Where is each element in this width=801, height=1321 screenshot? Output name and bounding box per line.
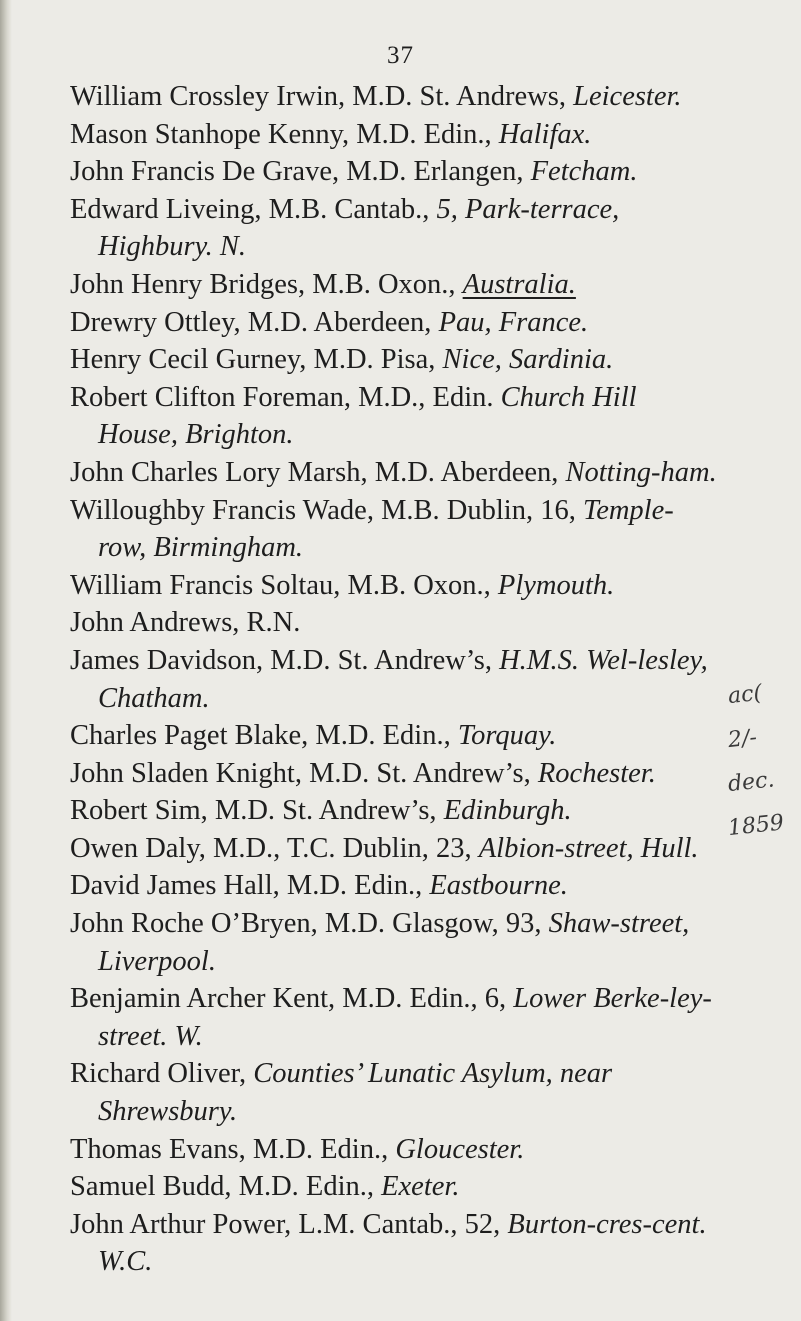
entry-address: Eastbourne.: [429, 870, 568, 902]
margin-note: ac(: [726, 680, 764, 710]
list-item: Robert Clifton Foreman, M.D., Edin. Church Hill House, Brighton.: [70, 381, 637, 451]
entry-address: Notting-ham.: [565, 456, 717, 488]
entry-address: Burton-cres-cent. W.C.: [98, 1208, 707, 1278]
list-item: Henry Cecil Gurney, M.D. Pisa, Nice, Sardinia.: [70, 344, 614, 376]
entry-address: Pau, France.: [438, 306, 589, 338]
entry-address: Australia.: [462, 268, 576, 300]
entry-address: Shaw-street, Liverpool.: [98, 908, 690, 977]
list-item: James Davidson, M.D. St. Andrew’s, H.M.S. Wel-lesley, Chatham.: [70, 644, 708, 714]
list-item: Thomas Evans, M.D. Edin., Gloucester.: [70, 1133, 525, 1165]
list-item: Mason Stanhope Kenny, M.D. Edin., Halifax.: [70, 118, 592, 150]
list-item: William Crossley Irwin, M.D. St. Andrews, Leicester.: [70, 81, 682, 112]
list-item: Willoughby Francis Wade, M.B. Dublin, 16, Temple-row, Birmingham.: [70, 494, 674, 564]
list-item: Robert Sim, M.D. St. Andrew’s, Edinburgh.: [70, 795, 572, 827]
margin-note: dec.: [726, 767, 776, 798]
margin-note: 2/-: [726, 725, 759, 754]
entry-address: Lower Berke-ley-street. W.: [98, 983, 712, 1052]
list-item: John Henry Bridges, M.B. Oxon., Australia.: [70, 268, 576, 300]
list-item: William Francis Soltau, M.B. Oxon., Plymouth.: [70, 569, 615, 601]
list-item: Samuel Budd, M.D. Edin., Exeter.: [70, 1171, 460, 1203]
list-item: Charles Paget Blake, M.D. Edin., Torquay.: [70, 720, 557, 752]
list-item: John Sladen Knight, M.D. St. Andrew’s, Rochester.: [70, 757, 656, 789]
entry-address: Rochester.: [537, 757, 656, 789]
list-item: Benjamin Archer Kent, M.D. Edin., 6, Lower Berke-ley-street. W.: [70, 983, 712, 1052]
entry-address: Edinburgh.: [443, 795, 572, 827]
entry-address: Exeter.: [381, 1171, 460, 1203]
list-item: John Andrews, R.N.: [70, 607, 301, 639]
list-item: Richard Oliver, Counties’ Lunatic Asylum, near Shrewsbury.: [70, 1058, 613, 1128]
list-item: John Roche O’Bryen, M.D. Glasgow, 93, Shaw-street, Liverpool.: [70, 908, 690, 977]
list-item: John Charles Lory Marsh, M.D. Aberdeen, Notting-ham.: [70, 456, 717, 488]
entry-address: Halifax.: [498, 118, 592, 150]
entry-address: 5, Park-terrace, Highbury. N.: [98, 193, 620, 263]
member-list: [70, 78, 720, 1281]
entry-address: Torquay.: [457, 720, 557, 752]
entry-address: Church Hill House, Brighton.: [98, 381, 637, 451]
entry-address: Counties’ Lunatic Asylum, near Shrewsbury.: [98, 1058, 613, 1128]
list-item: Owen Daly, M.D., T.C. Dublin, 23, Albion-street, Hull.: [70, 832, 699, 864]
list-item: David James Hall, M.D. Edin., Eastbourne.: [70, 870, 568, 902]
margin-note: 1859: [726, 810, 786, 842]
entry-address: Fetcham.: [530, 156, 638, 188]
list-item: John Arthur Power, L.M. Cantab., 52, Burton-cres-cent. W.C.: [70, 1208, 707, 1278]
list-item: Edward Liveing, M.B. Cantab., 5, Park-terrace, Highbury. N.: [70, 193, 620, 263]
page-binding-edge: [0, 0, 12, 1321]
list-item: John Francis De Grave, M.D. Erlangen, Fetcham.: [70, 156, 638, 188]
entry-address: Plymouth.: [497, 569, 615, 601]
page-number: 37: [387, 42, 414, 69]
entry-address: Albion-street, Hull.: [478, 832, 699, 864]
list-item: Drewry Ottley, M.D. Aberdeen, Pau, France.: [70, 306, 589, 338]
entry-address: Leicester.: [573, 81, 682, 112]
entry-address: Gloucester.: [395, 1133, 525, 1165]
entry-address: Nice, Sardinia.: [442, 344, 614, 376]
handwritten-margin-notes: [728, 672, 788, 848]
entry-address: Temple-row, Birmingham.: [98, 494, 674, 564]
entry-address: H.M.S. Wel-lesley, Chatham.: [98, 644, 708, 714]
